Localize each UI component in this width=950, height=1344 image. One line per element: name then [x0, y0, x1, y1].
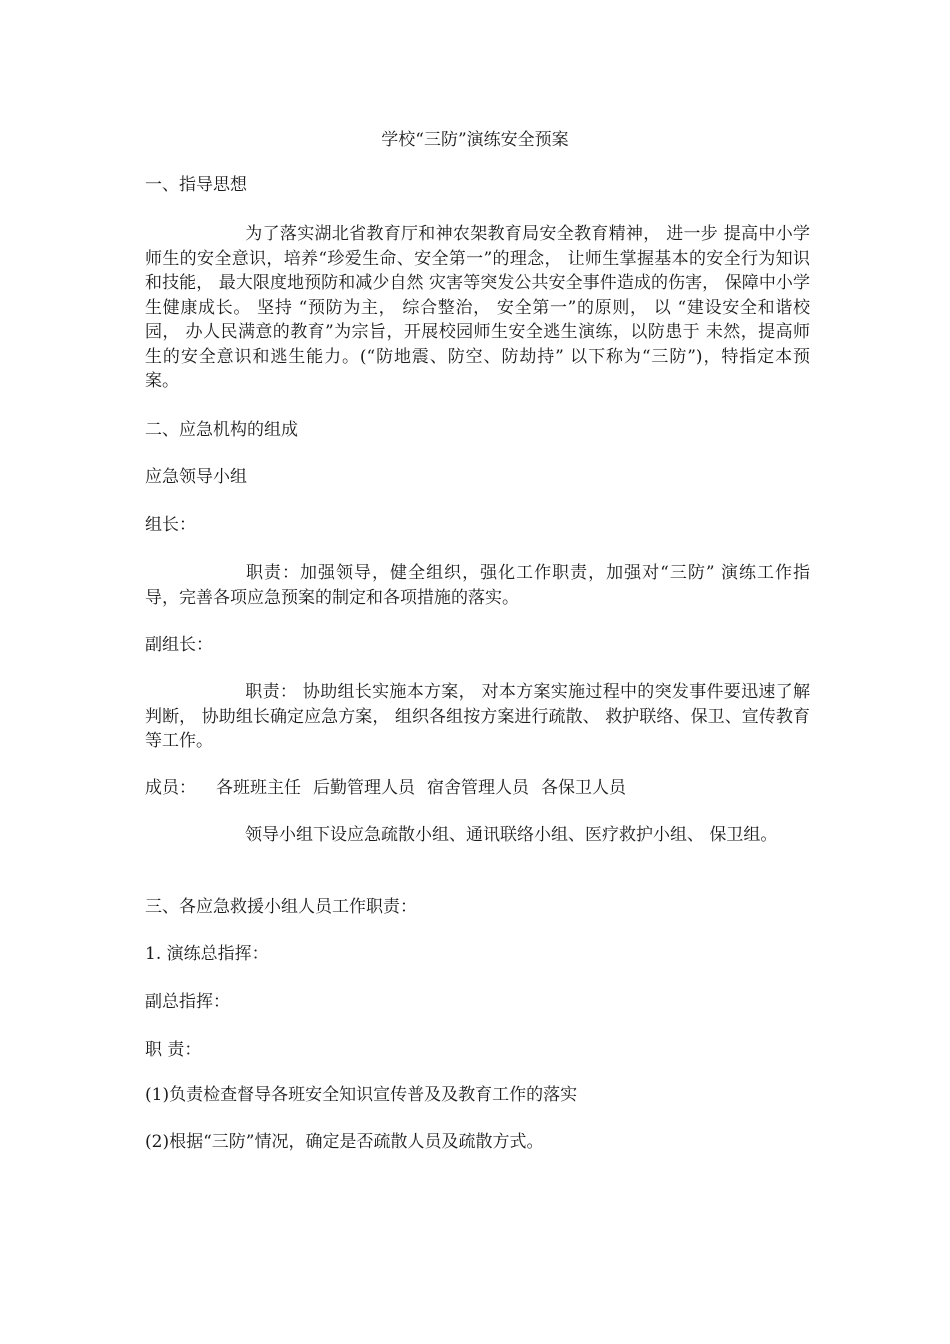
member-item: 各保卫人员 [541, 778, 626, 798]
members-label: 成员： [145, 778, 196, 798]
members-line [145, 776, 638, 800]
duty-item-2: (2)根据“三防”情况，确定是否疏散人员及疏散方式。 [145, 1132, 544, 1152]
section-3-heading: 三、各应急救援小组人员工作职责： [145, 897, 417, 917]
section-2-heading: 二、应急机构的组成 [145, 420, 298, 440]
member-item: 各班班主任 [216, 778, 301, 798]
member-item: 宿舍管理人员 [427, 778, 529, 798]
duty-label: 职 责： [145, 1040, 202, 1060]
leader-label: 组长： [145, 515, 196, 535]
document-title: 学校“三防”演练安全预案 [381, 130, 569, 150]
section-1-paragraph-text: 为了落实湖北省教育厅和神农架教育局安全教育精神， 进一步 提高中小学师生的安全意识，培养“珍爱生命、安全第一”的理念， 让师生掌握基本的安全行为知识和技能， 最大限度地预防和减少自然 灾害等突发公共安全事件造成的伤害， 保障中小学生健康成长。 坚持 “预防为主， 综合整治， 安全第一”的原则， 以 “建设安全和谐校园， 办人民满意的教育”为宗旨，开展校园师生安全逃生演练，以防患于 未然，提高师生的安全意识和逃生能力。(“防地震、防空、防劫持” 以下称为“三防”)，特指定本预案。 [145, 224, 810, 391]
deputy-leader-duty-text: 职责： 协助组长实施本方案， 对本方案实施过程中的突发事件要迅速了解判断， 协助组长确定应急方案， 组织各组按方案进行疏散、 救护联络、保卫、宣传教育等工作。 [145, 682, 810, 751]
commander-item: 1. 演练总指挥： [145, 944, 269, 964]
duty-item-1: (1)负责检查督导各班安全知识宣传普及及教育工作的落实 [145, 1085, 578, 1105]
member-item: 后勤管理人员 [313, 778, 415, 798]
subgroups-text: 领导小组下设应急疏散小组、通讯联络小组、医疗救护小组、 保卫组。 [245, 825, 778, 845]
section-1-heading: 一、指导思想 [145, 175, 247, 195]
leader-duty [145, 561, 810, 610]
leader-duty-text: 职责：加强领导，健全组织，强化工作职责，加强对“三防” 演练工作指导，完善各项应急预案的制定和各项措施的落实。 [145, 563, 810, 608]
deputy-leader-duty [145, 680, 810, 754]
section-1-paragraph [145, 222, 810, 394]
deputy-leader-label: 副组长： [145, 635, 213, 655]
leadership-group-name: 应急领导小组 [145, 467, 247, 487]
deputy-commander-label: 副总指挥： [145, 992, 230, 1012]
subgroups-paragraph [145, 823, 810, 848]
